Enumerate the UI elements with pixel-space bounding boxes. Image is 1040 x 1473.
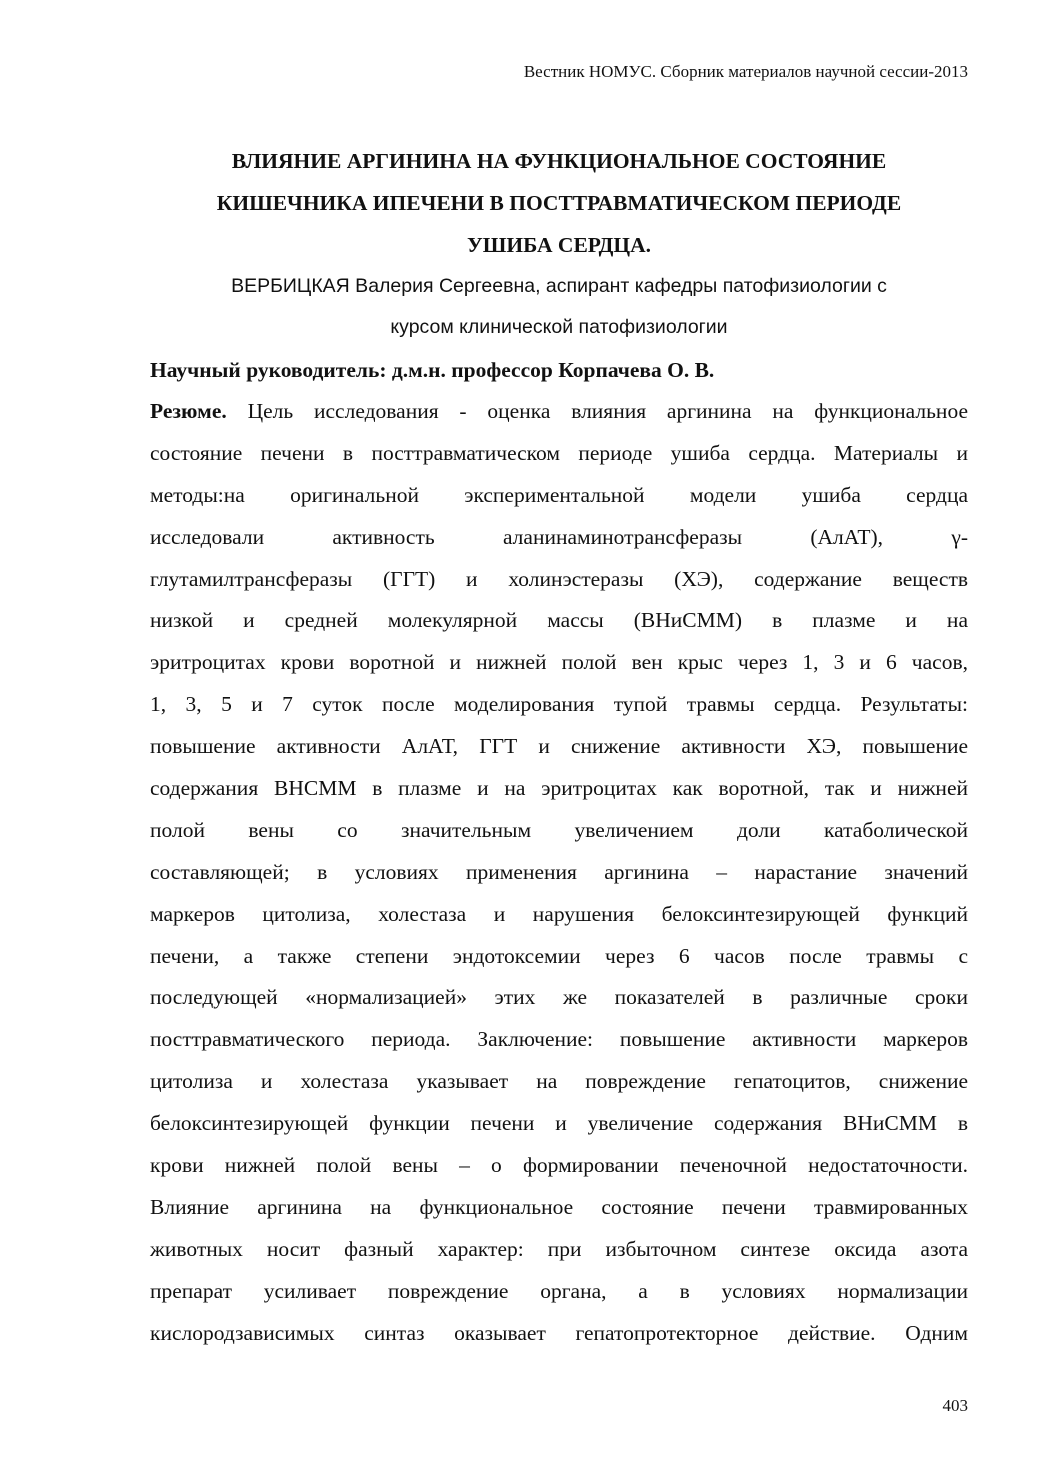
abstract-line: методы:на оригинальной экспериментальной модели ушиба сердца [150, 482, 968, 507]
abstract-line: посттравматического периода. Заключение: повышение активности маркеров [150, 1027, 968, 1052]
author-block [150, 266, 968, 348]
abstract-line: исследовали активность аланинаминотрансферазы (АлАТ), γ- [150, 524, 968, 549]
abstract-line: 1, 3, 5 и 7 суток после моделирования тупой травмы сердца. Результаты: [150, 692, 968, 717]
abstract-line: крови нижней полой вены – о формировании печеночной недостаточности. [150, 1153, 968, 1178]
author-line: курсом клинической патофизиологии [390, 316, 728, 338]
title-line: ВЛИЯНИЕ АРГИНИНА НА ФУНКЦИОНАЛЬНОЕ СОСТОЯНИЕ [231, 149, 887, 173]
abstract-label: Резюме. [150, 399, 227, 423]
abstract-line: препарат усиливает повреждение органа, а в условиях нормализации [150, 1278, 968, 1303]
running-header: Вестник НОМУС. Сборник материалов научной сессии-2013 [523, 62, 968, 81]
abstract-line: животных носит фазный характер: при избыточном синтезе оксида азота [150, 1236, 968, 1261]
title-line: КИШЕЧНИКА ИПЕЧЕНИ В ПОСТТРАВМАТИЧЕСКОМ ПЕРИОДЕ [216, 191, 902, 215]
article [150, 140, 968, 1354]
article-title [150, 140, 968, 266]
abstract-line: глутамилтрансферазы (ГГТ) и холинэстеразы (ХЭ), содержание веществ [150, 566, 968, 591]
abstract-line: низкой и средней молекулярной массы (ВНиСММ) в плазме и на [150, 608, 968, 633]
author-line: ВЕРБИЦКАЯ Валерия Сергеевна, аспирант кафедры патофизиологии с [231, 275, 887, 297]
abstract-line: полой вены со значительным увеличением доли катаболической [150, 817, 968, 842]
abstract-line: составляющей; в условиях применения аргинина – нарастание значений [150, 859, 968, 884]
abstract-line: эритроцитах крови воротной и нижней полой вен крыс через 1, 3 и 6 часов, [150, 650, 968, 675]
abstract-line: маркеров цитолиза, холестаза и нарушения белоксинтезирующей функций [150, 901, 968, 926]
abstract-line: кислородзависимых синтаз оказывает гепатопротекторное действие. Одним [150, 1320, 968, 1345]
abstract-line: цитолиза и холестаза указывает на повреждение гепатоцитов, снижение [150, 1069, 968, 1094]
scientific-advisor: Научный руководитель: д.м.н. профессор Корпачева О. В. [150, 358, 715, 382]
abstract-line: содержания ВНСММ в плазме и на эритроцитах как воротной, так и нижней [150, 776, 968, 801]
abstract-line: последующей «нормализацией» этих же показателей в различные сроки [150, 985, 968, 1010]
abstract-line: печени, а также степени эндотоксемии через 6 часов после травмы с [150, 943, 968, 968]
abstract-line: Влияние аргинина на функциональное состояние печени травмированных [150, 1194, 968, 1219]
abstract-first-line [150, 391, 968, 433]
abstract-line: повышение активности АлАТ, ГГТ и снижение активности ХЭ, повышение [150, 734, 968, 759]
page-number: 403 [942, 1396, 968, 1415]
abstract-line: белоксинтезирующей функции печени и увеличение содержания ВНиСММ в [150, 1111, 968, 1136]
abstract-line-text: Цель исследования - оценка влияния аргинина на функциональное [226, 399, 968, 423]
title-line: УШИБА СЕРДЦА. [466, 233, 652, 257]
abstract-line: состояние печени в посттравматическом периоде ушиба сердца. Материалы и [150, 440, 968, 465]
abstract [150, 391, 968, 1354]
